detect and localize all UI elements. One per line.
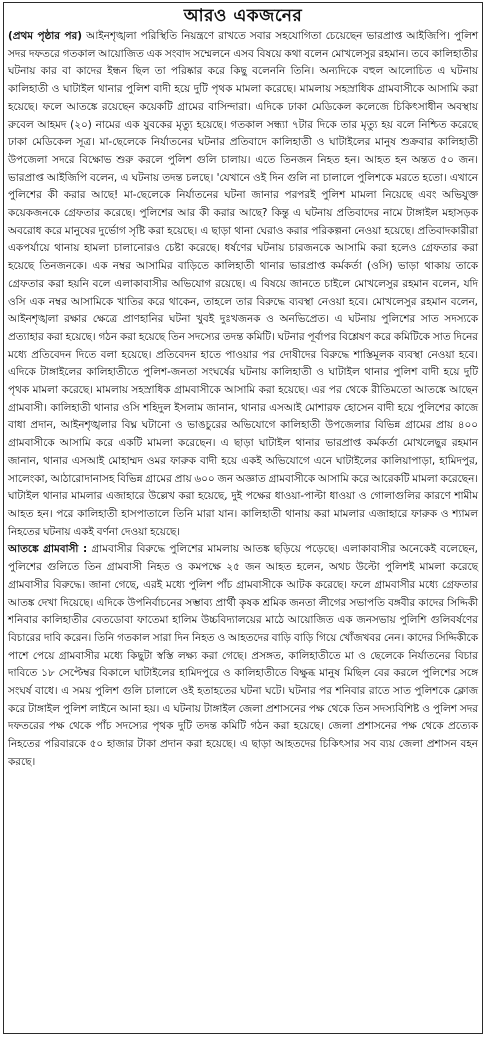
continuation-kicker: (প্রথম পৃষ্ঠার পর) bbox=[8, 30, 82, 42]
article-headline: আরও একজনের bbox=[183, 6, 303, 26]
article-paragraph-1 bbox=[8, 28, 478, 541]
news-clipping bbox=[3, 2, 483, 1034]
paragraph-text: আইনশৃঙ্খলা পরিস্থিতি নিয়ন্ত্রণে রাখতে সবার সহযোগিতা চেয়েছেন ভারপ্রাপ্ত আইজিপি। পুলিশ সদর দফতরে গতকাল আয়োজিত এক সংবাদ সম্মেলনে এসব বিষয়ে কথা বলেন মোখলেসুর রহমান। তবে কালিহাতীর ঘটনায় কার বা কাদের ইন্ধন ছিল তা পরিষ্কার করে কিছু বলেননি তিনি। অন্যদিকে বহুল আলোচিত এ ঘটনায় কালিহাতী ও ঘাটাইল থানার পুলিশ বাদী হয়ে দুটি পৃথক মামলা করেছে। মামলায় সহস্রাধিক গ্রামবাসীকে আসামি করা হয়েছে। ফলে আতঙ্কে রয়েছেন কয়েকটি গ্রামের বাসিন্দারা। এদিকে ঢাকা মেডিকেল কলেজে চিকিৎসাধীন অবস্থায় রুবেল আহমদ (২০) নামের এক যুবকের মৃত্যু হয়েছে। গতকাল সন্ধ্যা ৭টার দিকে তার মৃত্যু হয় বলে নিশ্চিত করেছে ঢাকা মেডিকেল সূত্র। মা-ছেলেকে নির্যাতনের ঘটনার প্রতিবাদে কালিহাতী ও ঘাটাইলের মানুষ শুক্রবার কালিহাতী উপজেলা সদরে বিক্ষোভ শুরু করলে পুলিশ গুলি চালায়। এতে তিনজন নিহত হন। আহত হন অন্তত ৫০ জন। ভারপ্রাপ্ত আইজিপি বলেন, এ ঘটনায় তদন্ত চলছে। 'যেখানে ওই দিন গুলি না চালালে পুলিশকে মরতে হতো। এখানে পুলিশের কী করার আছে! মা-ছেলেকে নির্যাতনের ঘটনা জানার পরপরই পুলিশ মামলা নিয়েছে এবং অভিযুক্ত কয়েকজনকে গ্রেফতার করেছে। পুলিশের আর কী করার আছে? কিন্তু এ ঘটনায় প্রতিবাদের নামে টাঙ্গাইল মহাসড়ক অবরোধ করে মানুষের দুর্ভোগ সৃষ্টি করা হয়েছে। এ ছাড়া থানা ঘেরাও করার পরিকল্পনা নেওয়া হয়েছে। প্রতিবাদকারীরা একপর্যায়ে থানায় হামলা চালানোরও চেষ্টা করেছে। ধর্ষণের ঘটনায় চারজনকে আসামি করা হলেও গ্রেফতার করা হয়েছে তিনজনকে। এক নম্বর আসামির বাড়িতে কালিহাতী থানার ভারপ্রাপ্ত কর্মকর্তা (ওসি) ভাড়া থাকায় তাকে গ্রেফতার করা হয়নি বলে এলাকাবাসীর অভিযোগ রয়েছে। এ বিষয়ে জানতে চাইলে মোখলেসুর রহমান বলেন, যদি ওসি এক নম্বর আসামিকে খাতির করে থাকেন, তাহলে তার বিরুদ্ধে ব্যবস্থা নেওয়া হবে। মোখলেসুর রহমান বলেন, আইনশৃঙ্খলা রক্ষার ক্ষেত্রে প্রাণহানির ঘটনা খুবই দুঃখজনক ও অনভিপ্রেত। এ ঘটনায় পুলিশের সাত সদস্যকে প্রত্যাহার করা হয়েছে। গঠন করা হয়েছে তিন সদস্যের তদন্ত কমিটি। ঘটনার পূর্বাপর বিশ্লেষণ করে কমিটিকে সাত দিনের মধ্যে প্রতিবেদন দিতে বলা হয়েছে। প্রতিবেদন হাতে পাওয়ার পর দোষীদের বিরুদ্ধে শাস্তিমূলক ব্যবস্থা নেওয়া হবে। এদিকে টাঙ্গাইলের কালিহাতীতে পুলিশ-জনতা সংঘর্ষের ঘটনায় কালিহাতী ও ঘাটাইল থানার পুলিশ বাদী হয়ে দুটি পৃথক মামলা করেছে। মামলায় সহস্রাধিক গ্রামবাসীকে আসামি করা হয়েছে। এর পর থেকে রীতিমতো আতঙ্কে আছেন গ্রামবাসী। কালিহাতী থানার ওসি শহিদুল ইসলাম জানান, থানার এসআই মোশারফ হোসেন বাদী হয়ে পুলিশের কাজে বাধা প্রদান, আইনশৃঙ্খলার বিঘ্ন ঘটানো ও ভাঙচুরের অভিযোগে কালিহাতী উপজেলার বিভিন্ন গ্রামের প্রায় ৪০০ গ্রামবাসীকে আসামি করে একটি মামলা করেছেন। এ ছাড়া ঘাটাইল থানার ভারপ্রাপ্ত কর্মকর্তা মোখলেছুর রহমান জানান, থানার এসআই মোহাম্মদ ওমর ফারুক বাদী হয়ে একই অভিযোগে এনে ঘাটাইলের কালিয়াপাড়া, হামিদপুর, সালেংকা, আঠারোদানাসহ বিভিন্ন গ্রামের প্রায় ৬০০ জন অজ্ঞাত গ্রামবাসীকে আসামি করে আরেকটি মামলা করেছেন। ঘাটাইল থানার মামলার এজাহারে উল্লেখ করা হয়েছে, দুই পক্ষের ধাওয়া-পাল্টা ধাওয়া ও গোলাগুলির কারণে শামীম আহত হন। পরে কালিহাতী হাসপাতালে তিনি মারা যান। কালিহাতী থানায় করা মামলার এজাহারে ফারুক ও শ্যামল নিহতের ঘটনায় একই বর্ণনা দেওয়া হয়েছে। bbox=[8, 30, 478, 538]
section-kicker: আতঙ্কে গ্রামবাসী : bbox=[8, 543, 88, 556]
article-body bbox=[4, 28, 482, 772]
article-paragraph-2 bbox=[8, 541, 478, 771]
paragraph-text: গ্রামবাসীর বিরুদ্ধে পুলিশের মামলায় আতঙ্ক ছড়িয়ে পড়েছে। এলাকাবাসীর অনেকেই বলেছেন, পুলিশের গুলিতে তিন গ্রামবাসী নিহত ও কমপক্ষে ২৫ জন আহত হলেন, অথচ উল্টো পুলিশই মামলা করেছে গ্রামবাসীর বিরুদ্ধে। জানা গেছে, এরই মধ্যে পুলিশ পাঁচ গ্রামবাসীকে আটক করেছে। ফলে গ্রামবাসীর মধ্যে গ্রেফতার আতঙ্ক দেখা দিয়েছে। এদিকে উপনির্বাচনের সম্ভাব্য প্রার্থী কৃষক শ্রমিক জনতা লীগের সভাপতি বঙ্গবীর কাদের সিদ্দিকী শনিবার কালিহাতীর বেতডোবা ফাতেমা হালিম উচ্চবিদ্যালয়ের মাঠে আয়োজিত এক জনসভায় পুলিশি গুলিবর্ষণের বিচারের দাবি করেন। তিনি গতকাল সারা দিন নিহত ও আহতদের বাড়ি বাড়ি গিয়ে খোঁজখবর নেন। কাদের সিদ্দিকীকে পাশে পেয়ে গ্রামবাসীর মধ্যে কিছুটা স্বস্তি লক্ষ্য করা গেছে। প্রসঙ্গত, কালিহাতীতে মা ও ছেলেকে নির্যাতনের বিচার দাবিতে ১৮ সেপ্টেম্বর বিকালে ঘাটাইলের হামিদপুরে ও কালিহাতীতে বিক্ষুব্ধ মানুষ মিছিল বের করলে পুলিশের সঙ্গে সংঘর্ষ বাধে। এ সময় পুলিশ গুলি চালালে ওই হতাহতের ঘটনা ঘটে। ঘটনার পর শনিবার রাতে সাত পুলিশকে ক্লোজ করে টাঙ্গাইল পুলিশ লাইনে আনা হয়। এ ঘটনায় টাঙ্গাইল জেলা প্রশাসনের পক্ষ থেকে তিন সদস্যবিশিষ্ট ও পুলিশ সদর দফতরের পক্ষ থেকে পাঁচ সদস্যের পৃথক দুটি তদন্ত কমিটি গঠন করা হয়েছে। জেলা প্রশাসনের পক্ষ থেকে প্রত্যেক নিহতের পরিবারকে ৫০ হাজার টাকা প্রদান করা হয়েছে। এ ছাড়া আহতদের চিকিৎসার সব ব্যয় জেলা প্রশাসন বহন করছে। bbox=[8, 543, 478, 768]
